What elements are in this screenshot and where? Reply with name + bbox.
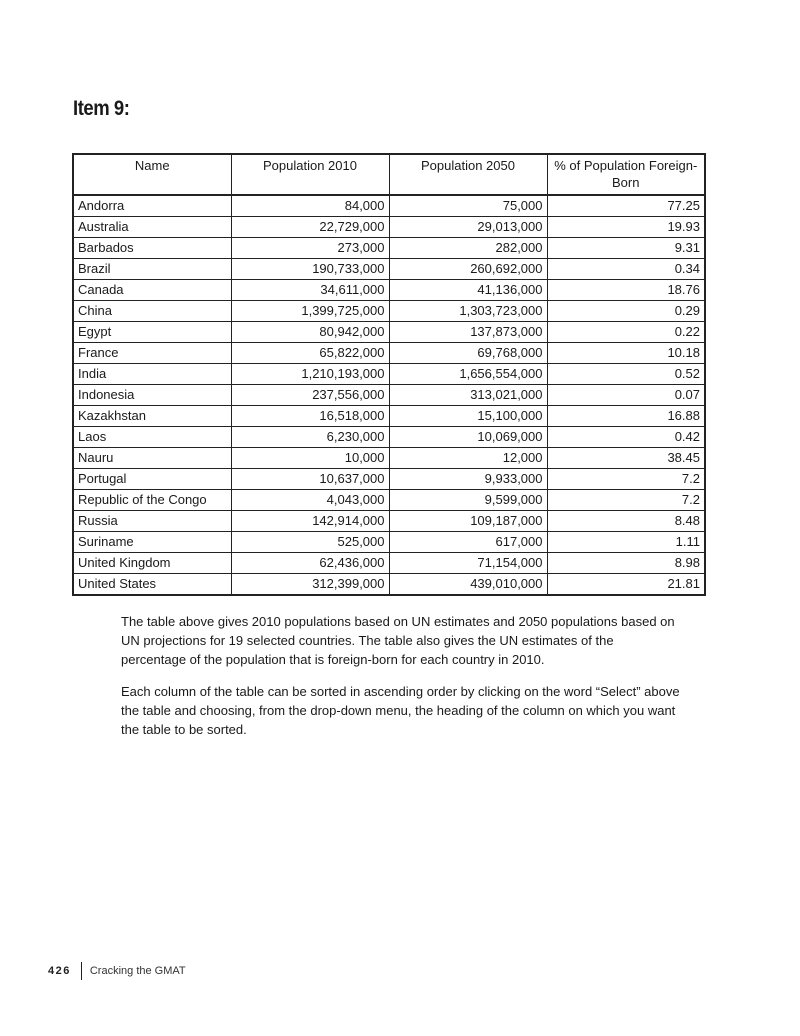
cell-population-2050: 9,933,000 — [389, 469, 547, 490]
cell-country-name: Egypt — [73, 322, 231, 343]
cell-population-2050: 29,013,000 — [389, 217, 547, 238]
header-population-2010: Population 2010 — [231, 154, 389, 195]
cell-population-2010: 4,043,000 — [231, 490, 389, 511]
cell-population-2050: 617,000 — [389, 532, 547, 553]
table-row — [73, 238, 705, 259]
cell-country-name: Andorra — [73, 195, 231, 217]
table-header-row — [73, 154, 705, 195]
cell-percent-foreign-born: 21.81 — [547, 574, 705, 596]
cell-population-2010: 190,733,000 — [231, 259, 389, 280]
table-row — [73, 195, 705, 217]
cell-population-2050: 137,873,000 — [389, 322, 547, 343]
footer-divider — [81, 962, 82, 980]
cell-percent-foreign-born: 16.88 — [547, 406, 705, 427]
cell-population-2050: 1,656,554,000 — [389, 364, 547, 385]
cell-population-2010: 237,556,000 — [231, 385, 389, 406]
cell-percent-foreign-born: 7.2 — [547, 490, 705, 511]
cell-country-name: Australia — [73, 217, 231, 238]
cell-percent-foreign-born: 0.52 — [547, 364, 705, 385]
table-row — [73, 385, 705, 406]
table-row — [73, 490, 705, 511]
header-percent-foreign-born: % of Population Foreign-Born — [547, 154, 705, 195]
table-row — [73, 574, 705, 596]
cell-country-name: Suriname — [73, 532, 231, 553]
cell-percent-foreign-born: 8.48 — [547, 511, 705, 532]
header-name: Name — [73, 154, 231, 195]
cell-percent-foreign-born: 0.42 — [547, 427, 705, 448]
cell-population-2010: 10,000 — [231, 448, 389, 469]
cell-population-2050: 9,599,000 — [389, 490, 547, 511]
cell-percent-foreign-born: 8.98 — [547, 553, 705, 574]
header-population-2050: Population 2050 — [389, 154, 547, 195]
cell-population-2010: 80,942,000 — [231, 322, 389, 343]
cell-population-2050: 41,136,000 — [389, 280, 547, 301]
table-row — [73, 322, 705, 343]
cell-percent-foreign-born: 19.93 — [547, 217, 705, 238]
cell-population-2010: 16,518,000 — [231, 406, 389, 427]
cell-country-name: China — [73, 301, 231, 322]
description-paragraph-2: Each column of the table can be sorted in ascending order by clicking on the word “Select” above the table and choosing, from the drop-down menu, the heading of the column on which you want the table to be sorted. — [121, 684, 680, 737]
cell-percent-foreign-born: 77.25 — [547, 195, 705, 217]
cell-population-2050: 12,000 — [389, 448, 547, 469]
table-header — [73, 154, 705, 195]
table-row — [73, 217, 705, 238]
cell-percent-foreign-born: 10.18 — [547, 343, 705, 364]
cell-population-2050: 439,010,000 — [389, 574, 547, 596]
cell-percent-foreign-born: 0.22 — [547, 322, 705, 343]
cell-population-2010: 6,230,000 — [231, 427, 389, 448]
table-row — [73, 553, 705, 574]
cell-population-2010: 312,399,000 — [231, 574, 389, 596]
cell-country-name: India — [73, 364, 231, 385]
book-title: Cracking the GMAT — [89, 965, 186, 977]
cell-country-name: Nauru — [73, 448, 231, 469]
table-row — [73, 532, 705, 553]
cell-population-2050: 109,187,000 — [389, 511, 547, 532]
cell-country-name: Kazakhstan — [73, 406, 231, 427]
page-footer — [48, 962, 186, 980]
cell-percent-foreign-born: 9.31 — [547, 238, 705, 259]
cell-population-2010: 1,399,725,000 — [231, 301, 389, 322]
cell-percent-foreign-born: 0.34 — [547, 259, 705, 280]
cell-population-2050: 260,692,000 — [389, 259, 547, 280]
page-number: 426 — [48, 965, 71, 977]
cell-country-name: Portugal — [73, 469, 231, 490]
cell-percent-foreign-born: 0.29 — [547, 301, 705, 322]
description-paragraph-1: The table above gives 2010 populations based on UN estimates and 2050 populations based on UN projections for 19 selected countries. The table also gives the UN estimates of the percentage of the population that is foreign-born for each country in 2010. — [121, 614, 675, 667]
cell-percent-foreign-born: 0.07 — [547, 385, 705, 406]
cell-population-2050: 10,069,000 — [389, 427, 547, 448]
cell-population-2050: 313,021,000 — [389, 385, 547, 406]
table-row — [73, 448, 705, 469]
cell-country-name: Russia — [73, 511, 231, 532]
table-row — [73, 406, 705, 427]
cell-population-2050: 282,000 — [389, 238, 547, 259]
table-row — [73, 469, 705, 490]
table-row — [73, 301, 705, 322]
table-body — [73, 195, 705, 595]
cell-country-name: France — [73, 343, 231, 364]
cell-population-2010: 34,611,000 — [231, 280, 389, 301]
cell-population-2010: 22,729,000 — [231, 217, 389, 238]
table-row — [73, 343, 705, 364]
cell-population-2010: 142,914,000 — [231, 511, 389, 532]
cell-country-name: United Kingdom — [73, 553, 231, 574]
cell-country-name: Indonesia — [73, 385, 231, 406]
cell-population-2050: 15,100,000 — [389, 406, 547, 427]
cell-percent-foreign-born: 1.11 — [547, 532, 705, 553]
cell-percent-foreign-born: 18.76 — [547, 280, 705, 301]
cell-country-name: Canada — [73, 280, 231, 301]
cell-country-name: Barbados — [73, 238, 231, 259]
cell-country-name: United States — [73, 574, 231, 596]
cell-population-2050: 1,303,723,000 — [389, 301, 547, 322]
cell-population-2010: 10,637,000 — [231, 469, 389, 490]
cell-population-2010: 84,000 — [231, 195, 389, 217]
cell-country-name: Brazil — [73, 259, 231, 280]
cell-population-2010: 525,000 — [231, 532, 389, 553]
cell-percent-foreign-born: 7.2 — [547, 469, 705, 490]
cell-population-2010: 273,000 — [231, 238, 389, 259]
cell-population-2050: 69,768,000 — [389, 343, 547, 364]
cell-population-2050: 71,154,000 — [389, 553, 547, 574]
cell-population-2010: 1,210,193,000 — [231, 364, 389, 385]
cell-population-2010: 65,822,000 — [231, 343, 389, 364]
cell-percent-foreign-born: 38.45 — [547, 448, 705, 469]
cell-population-2010: 62,436,000 — [231, 553, 389, 574]
population-table — [72, 153, 706, 596]
table-row — [73, 427, 705, 448]
item-title: Item 9: — [73, 97, 130, 120]
table-row — [73, 259, 705, 280]
cell-country-name: Laos — [73, 427, 231, 448]
table-row — [73, 280, 705, 301]
cell-country-name: Republic of the Congo — [73, 490, 231, 511]
table-row — [73, 364, 705, 385]
cell-population-2050: 75,000 — [389, 195, 547, 217]
table-row — [73, 511, 705, 532]
